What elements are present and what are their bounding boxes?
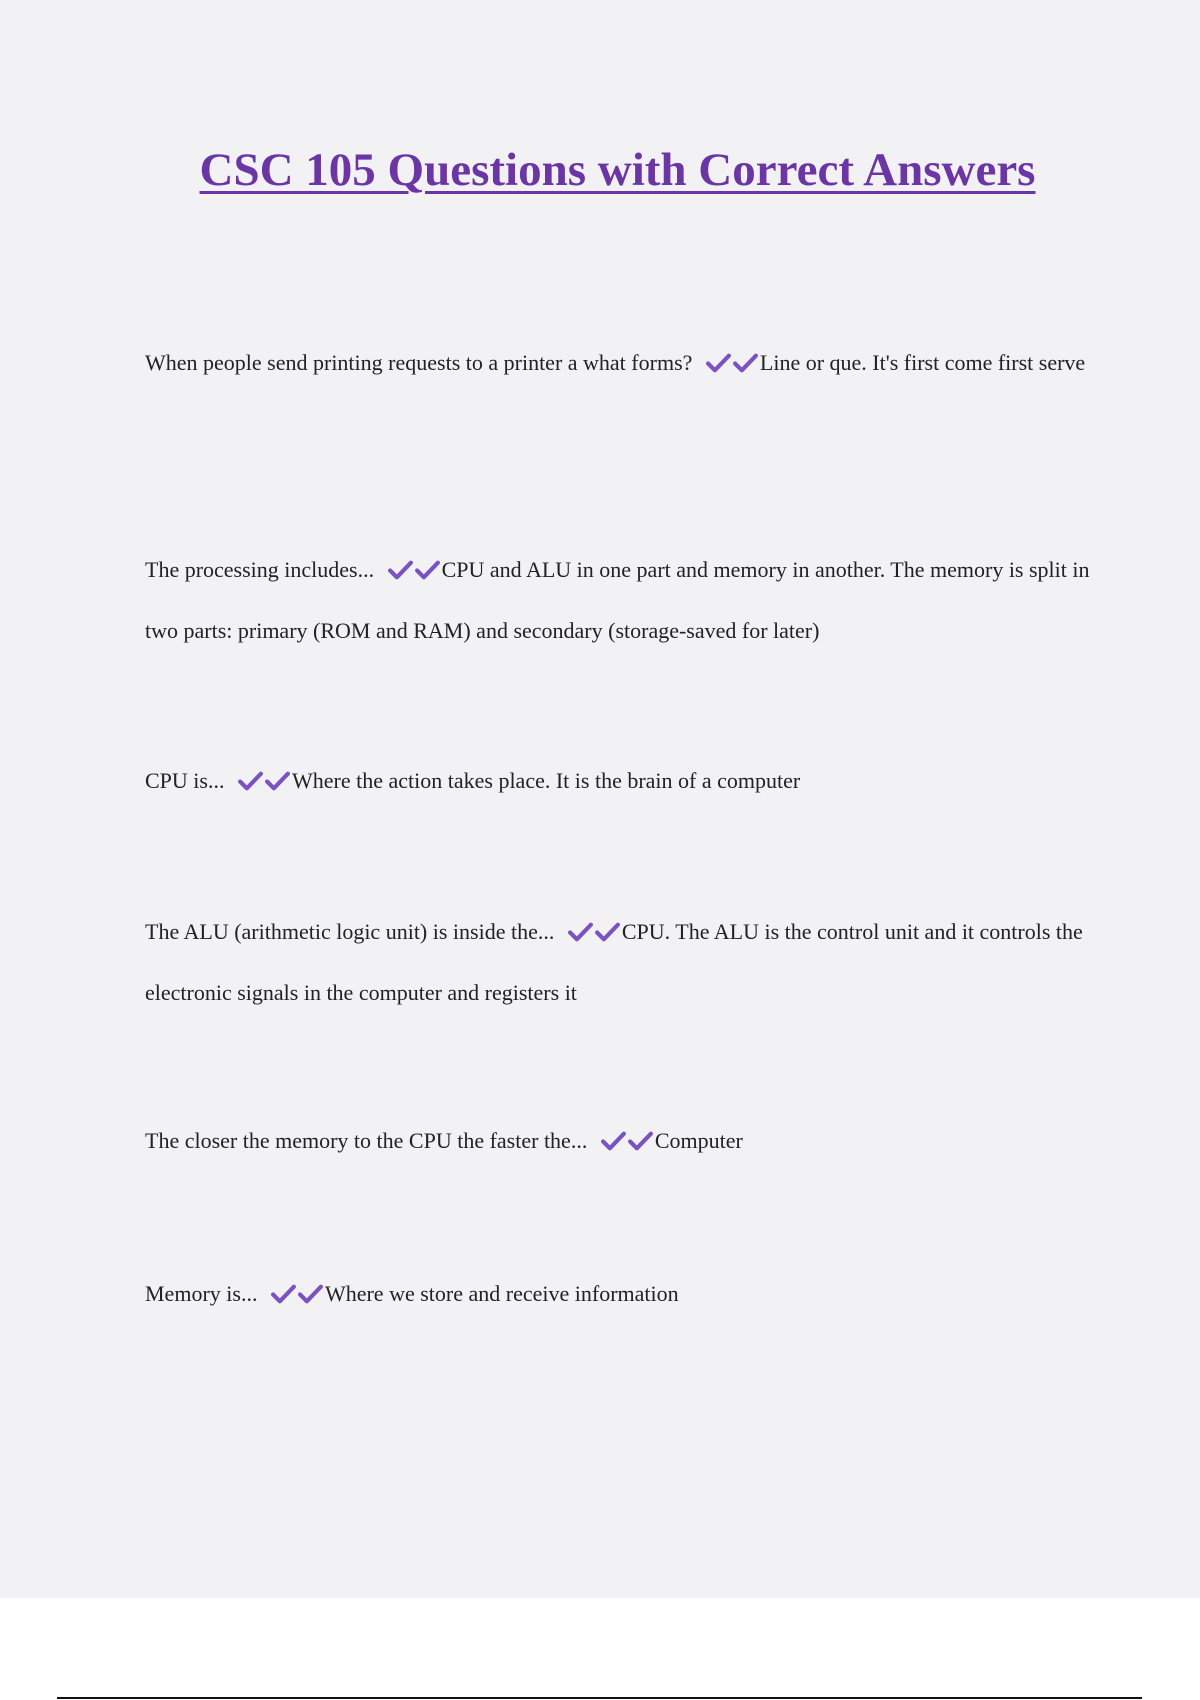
answer-checkmarks [269,1281,323,1306]
answer-checkmarks [599,1128,653,1153]
check-icon [595,921,620,943]
answer-text: Where the action takes place. It is the brain of a computer [291,768,801,793]
check-icon [415,559,440,581]
check-icon [238,770,263,792]
question-text: CPU is... [145,768,225,793]
qa-item-2 [145,539,1095,661]
question-text: The ALU (arithmetic logic unit) is inside the... [145,919,555,944]
answer-checkmarks [704,350,758,375]
answer-text: Where we store and receive information [324,1281,679,1306]
answer-text: Line or que. It's first come first serve [759,350,1086,375]
qa-item-4 [145,901,1095,1023]
answer-checkmarks [386,557,440,582]
question-text: The closer the memory to the CPU the faster the... [145,1128,588,1153]
document-title: CSC 105 Questions with Correct Answers [199,144,1036,196]
check-icon [271,1283,296,1305]
check-icon [733,352,758,374]
answer-checkmarks [566,919,620,944]
answer-text: CPU and ALU in one part and memory in another. The memory is split in two parts: primary (ROM and RAM) and secondary (storage-saved for later) [145,557,1090,643]
check-icon [388,559,413,581]
check-icon [298,1283,323,1305]
check-icon [628,1130,653,1152]
check-icon [601,1130,626,1152]
question-text: Memory is... [145,1281,258,1306]
qa-item-5 [145,1110,1095,1171]
question-text: When people send printing requests to a printer a what forms? [145,350,693,375]
footer-divider [57,1697,1142,1699]
qa-item-6 [145,1263,1095,1324]
answer-checkmarks [236,768,290,793]
qa-item-3 [145,750,1095,811]
question-text: The processing includes... [145,557,375,582]
check-icon [568,921,593,943]
check-icon [706,352,731,374]
answer-text: Computer [654,1128,743,1153]
check-icon [265,770,290,792]
answer-text: CPU. The ALU is the control unit and it controls the electronic signals in the computer and registers it [145,919,1083,1005]
qa-item-1 [145,332,1095,393]
